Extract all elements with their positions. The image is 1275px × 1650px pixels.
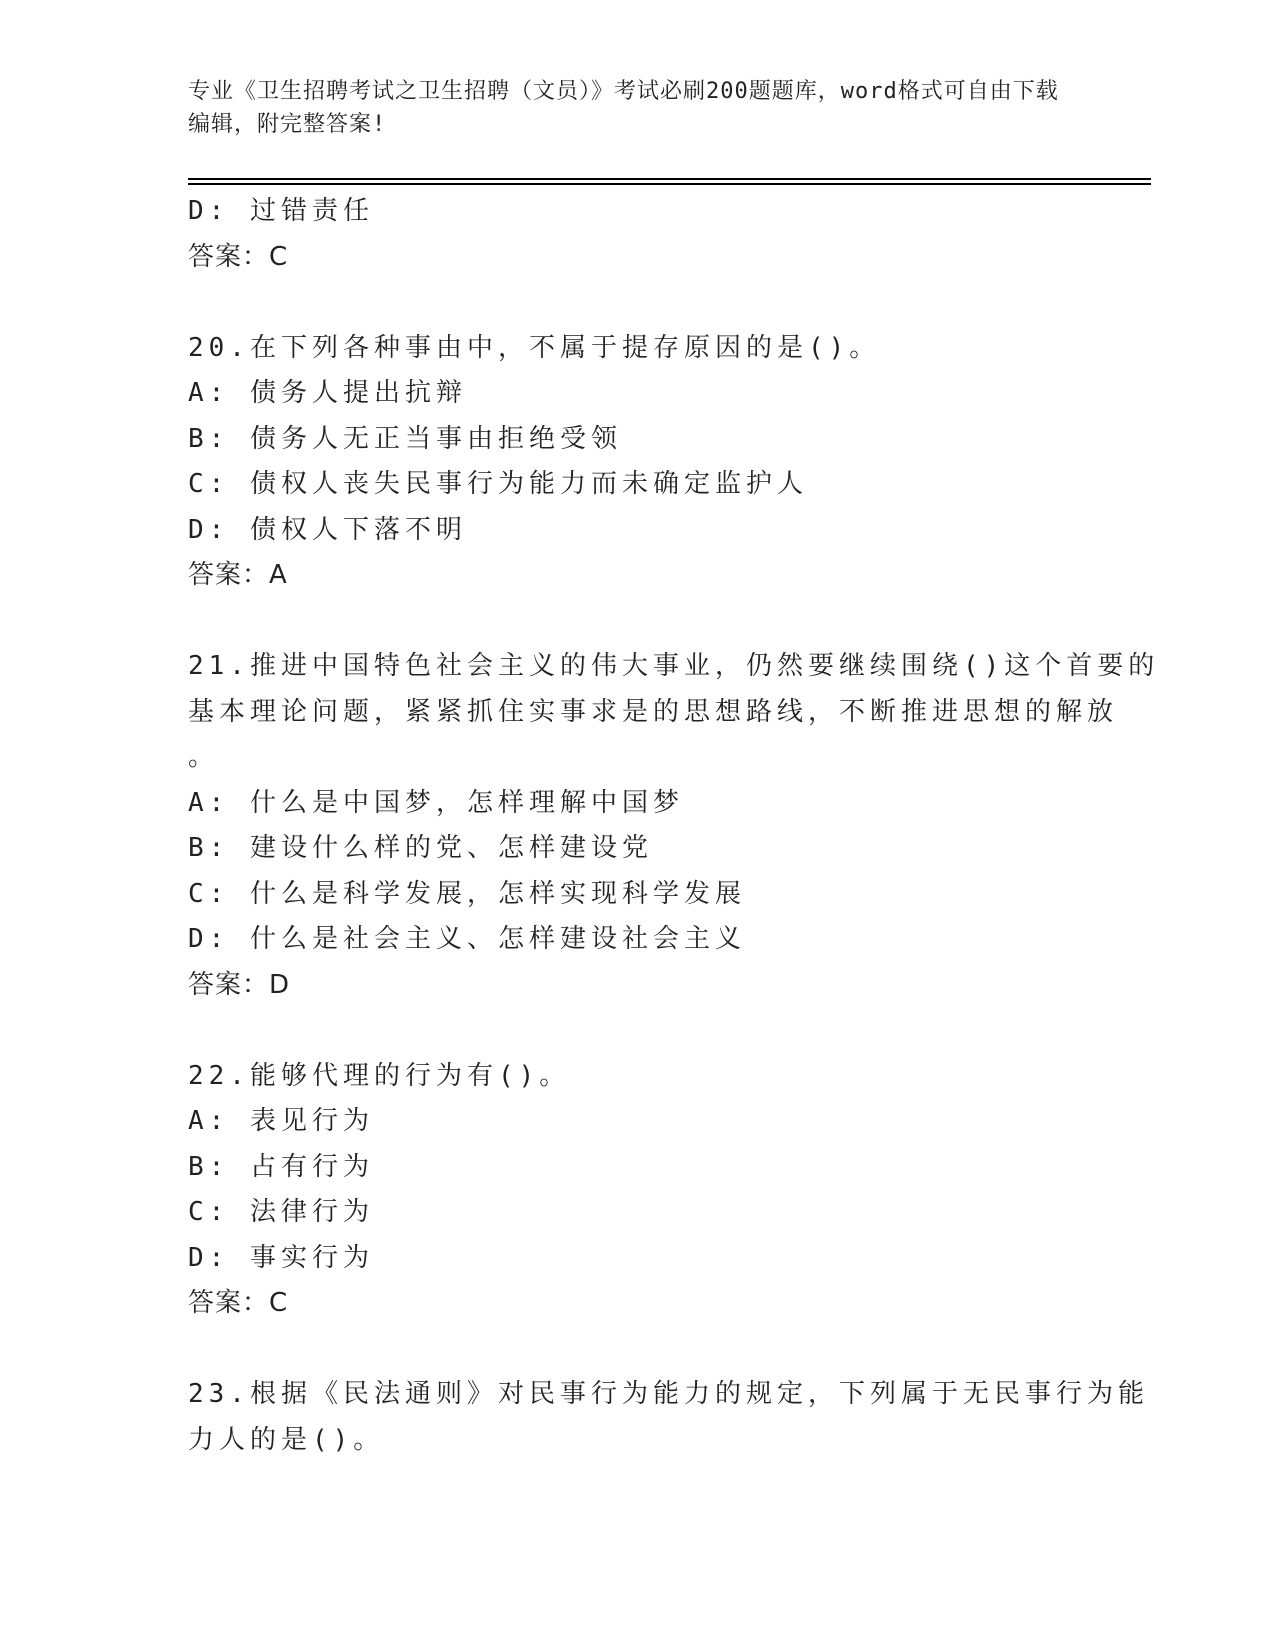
header-rule-top: [188, 178, 1151, 180]
q21-stem-line-1: 21.推进中国特色社会主义的伟大事业，仍然要继续围绕()这个首要的: [188, 651, 1160, 681]
q22-option-d: D: 事实行为: [188, 1242, 374, 1273]
spacer: [188, 280, 1088, 326]
spacer: [188, 1008, 1088, 1054]
q21-option-d: D: 什么是社会主义、怎样建设社会主义: [188, 924, 746, 954]
q22-option-b: B: 占有行为: [188, 1151, 374, 1182]
q21-stem-line-2: 基本理论问题，紧紧抓住实事求是的思想路线，不断推进思想的解放: [188, 696, 1119, 727]
q23-stem-line-2: 力人的是()。: [188, 1424, 385, 1455]
question-list: [188, 189, 1160, 1463]
q22-answer: 答案：C: [188, 1288, 289, 1318]
q20-option-a: A: 债务人提出抗辩: [188, 378, 467, 408]
q19-answer: 答案：C: [188, 241, 289, 272]
q21-option-b: B: 建设什么样的党、怎样建设党: [188, 833, 653, 863]
q20-option-c: C: 债权人丧失民事行为能力而未确定监护人: [188, 469, 808, 499]
q21-option-a: A: 什么是中国梦，怎样理解中国梦: [188, 787, 684, 818]
q21-stem-line-3: 。: [188, 742, 220, 772]
header-rule-bottom: [188, 183, 1151, 185]
q22-stem: 22.能够代理的行为有()。: [188, 1060, 571, 1091]
q21-answer: 答案：D: [188, 969, 291, 1000]
q23-stem-line-1: 23.根据《民法通则》对民事行为能力的规定，下列属于无民事行为能: [188, 1379, 1149, 1409]
document-header: 专业《卫生招聘考试之卫生招聘（文员）》考试必刷200题题库，word格式可自由下载编辑，附完整答案!: [188, 79, 1059, 137]
q20-stem: 20.在下列各种事由中，不属于提存原因的是()。: [188, 332, 881, 363]
q19-option-d: D: 过错责任: [188, 196, 374, 226]
q21-option-c: C: 什么是科学发展，怎样实现科学发展: [188, 878, 746, 909]
q22-option-c: C: 法律行为: [188, 1197, 374, 1227]
q20-option-b: B: 债务人无正当事由拒绝受领: [188, 423, 622, 454]
spacer: [188, 1327, 1088, 1373]
spacer: [188, 599, 1088, 645]
q22-option-a: A: 表见行为: [188, 1106, 374, 1136]
q20-answer: 答案：A: [188, 560, 288, 590]
q20-option-d: D: 债权人下落不明: [188, 514, 467, 545]
